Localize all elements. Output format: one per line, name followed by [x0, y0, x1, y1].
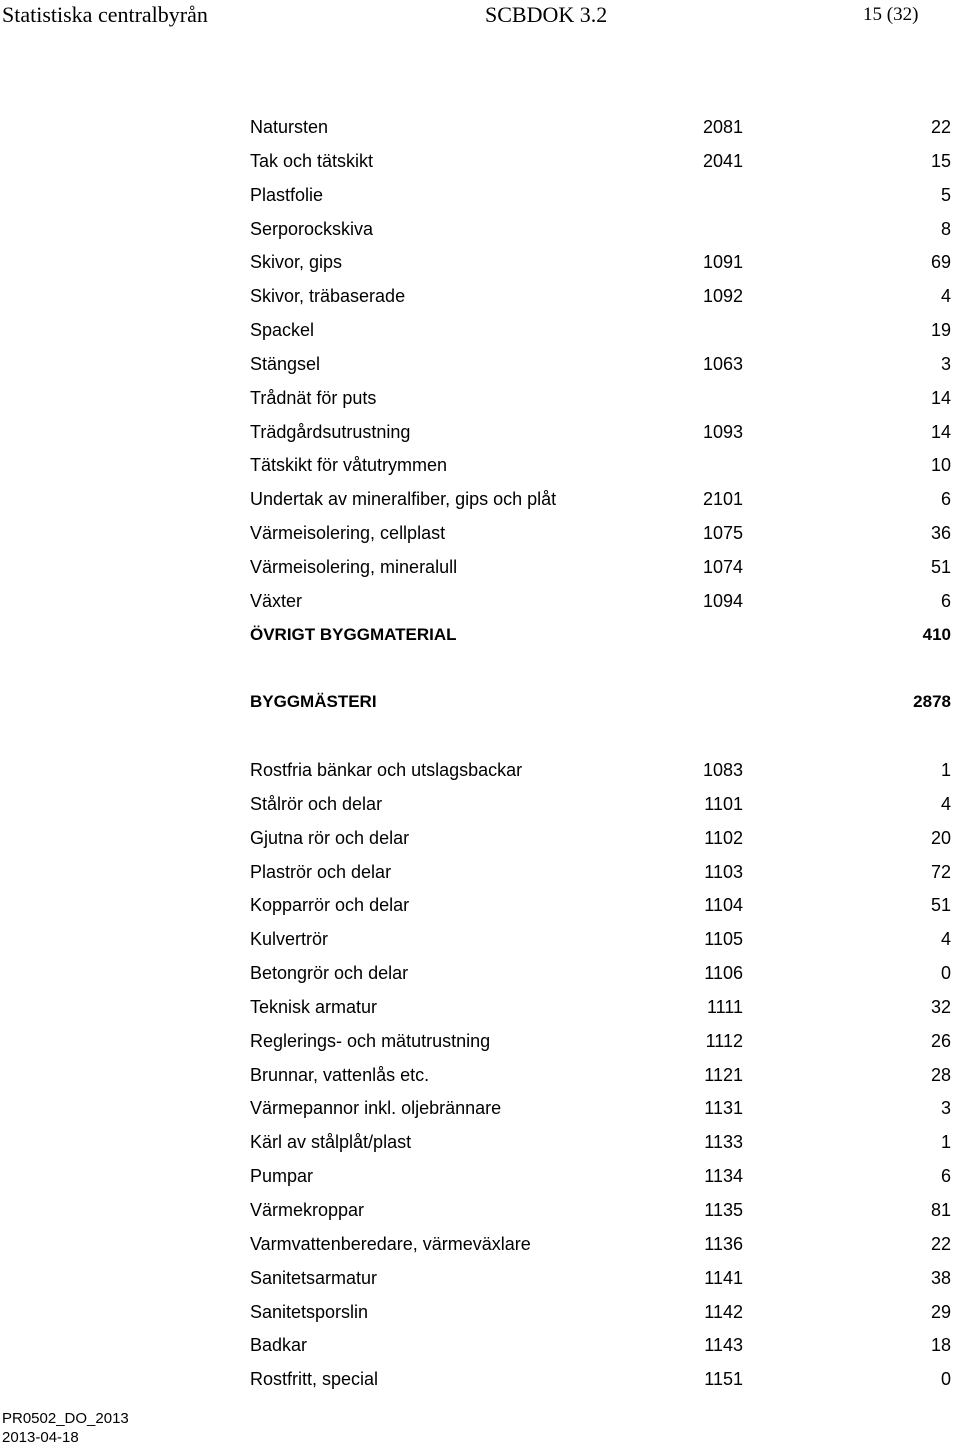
row-name: Skivor, träbaserade — [250, 286, 406, 307]
table-row — [0, 447, 960, 481]
row-code: 1101 — [704, 793, 743, 814]
row-count: 8 — [940, 218, 951, 239]
row-name: Betongrör och delar — [250, 963, 409, 984]
row-code: 1135 — [704, 1200, 743, 1220]
row-name: Brunnar, vattenlås etc. — [250, 1064, 430, 1085]
row-code: 1106 — [704, 963, 743, 984]
row-count: 1 — [940, 1132, 951, 1153]
row-name: Värmekroppar — [250, 1200, 365, 1220]
row-count: 32 — [930, 996, 951, 1017]
row-name: Stängsel — [250, 353, 321, 374]
footer-date: 2013-04-18 — [2, 1429, 79, 1446]
row-count: 19 — [930, 320, 951, 341]
row-count: 3 — [940, 1098, 951, 1119]
row-code: 1094 — [702, 590, 743, 611]
row-count: 1 — [940, 760, 951, 781]
row-count: 3 — [940, 353, 951, 374]
table-row — [0, 143, 960, 177]
row-count: 29 — [930, 1301, 951, 1322]
row-count: 36 — [930, 523, 951, 544]
row-count: 69 — [930, 252, 951, 273]
row-count: 2878 — [913, 692, 951, 712]
row-count: 4 — [940, 929, 951, 950]
table-row — [0, 211, 960, 245]
row-name: Teknisk armatur — [250, 996, 378, 1017]
row-count: 22 — [930, 117, 951, 137]
row-code: 1105 — [704, 929, 743, 950]
row-name: ÖVRIGT BYGGMATERIAL — [250, 624, 457, 644]
row-name: Tak och tätskikt — [250, 150, 374, 171]
table-row — [0, 989, 960, 1023]
table-row — [0, 177, 960, 211]
row-code: 1112 — [705, 1030, 743, 1051]
row-count: 18 — [930, 1335, 951, 1356]
row-count: 20 — [930, 827, 951, 848]
row-name: Varmvattenberedare, värmeväxlare — [250, 1233, 531, 1254]
table-row — [0, 684, 960, 718]
table-row — [0, 1192, 960, 1226]
row-name: Serporockskiva — [250, 218, 374, 239]
row-code: 1092 — [702, 286, 743, 307]
table-row — [0, 1260, 960, 1294]
row-count: 38 — [930, 1267, 951, 1288]
row-count: 410 — [922, 624, 951, 644]
row-count: 51 — [930, 895, 951, 916]
row-count: 0 — [940, 1369, 951, 1390]
row-count: 14 — [930, 387, 951, 408]
row-count: 4 — [940, 793, 951, 814]
table-row — [0, 854, 960, 888]
row-name: Värmeisolering, mineralull — [250, 556, 458, 577]
row-name: Undertak av mineralfiber, gips och plåt — [250, 489, 557, 510]
row-code: 2081 — [702, 117, 743, 137]
table-row — [0, 955, 960, 989]
table-row — [0, 786, 960, 820]
row-name: Badkar — [250, 1335, 308, 1356]
table-row — [0, 583, 960, 617]
row-code: 2101 — [702, 489, 743, 510]
row-count: 72 — [930, 861, 951, 882]
table-row — [0, 1226, 960, 1260]
row-count: 15 — [930, 150, 951, 171]
row-spacer — [0, 718, 960, 752]
row-name: Stålrör och delar — [250, 793, 383, 814]
row-name: Sanitetsarmatur — [250, 1267, 378, 1288]
material-table — [0, 109, 960, 1395]
row-code: 1075 — [702, 523, 743, 544]
table-row — [0, 921, 960, 955]
table-row — [0, 481, 960, 515]
table-row — [0, 380, 960, 414]
row-name: Värmepannor inkl. oljebrännare — [250, 1098, 502, 1119]
row-name: Rostfritt, special — [250, 1369, 379, 1390]
row-name: Sanitetsporslin — [250, 1301, 369, 1322]
row-code: 1151 — [704, 1369, 743, 1390]
row-code: 1093 — [702, 421, 743, 442]
row-name: BYGGMÄSTERI — [250, 692, 377, 712]
table-row — [0, 244, 960, 278]
row-count: 6 — [940, 1166, 951, 1187]
page-number: 15 (32) — [863, 4, 919, 25]
row-code: 1121 — [704, 1064, 743, 1085]
footer-doc-id: PR0502_DO_2013 — [2, 1410, 129, 1427]
table-row — [0, 1124, 960, 1158]
row-code: 1111 — [706, 996, 743, 1017]
row-code: 1141 — [704, 1267, 743, 1288]
row-name: Kärl av stålplåt/plast — [250, 1132, 412, 1153]
table-row — [0, 820, 960, 854]
table-row — [0, 1294, 960, 1328]
row-name: Värmeisolering, cellplast — [250, 523, 446, 544]
table-row — [0, 549, 960, 583]
table-row — [0, 414, 960, 448]
row-count: 4 — [940, 286, 951, 307]
row-name: Plastfolie — [250, 184, 324, 205]
table-row — [0, 1057, 960, 1091]
row-name: Trådnät för puts — [250, 387, 377, 408]
row-code: 1143 — [704, 1335, 743, 1356]
row-name: Skivor, gips — [250, 252, 343, 273]
table-row — [0, 1158, 960, 1192]
row-count: 51 — [930, 556, 951, 577]
table-row — [0, 1327, 960, 1361]
table-row — [0, 752, 960, 786]
row-name: Kulvertrör — [250, 929, 329, 950]
row-code: 1136 — [704, 1233, 743, 1254]
table-row — [0, 278, 960, 312]
row-count: 0 — [940, 963, 951, 984]
row-count: 6 — [940, 590, 951, 611]
row-count: 81 — [930, 1200, 951, 1220]
row-name: Kopparrör och delar — [250, 895, 410, 916]
document-code: SCBDOK 3.2 — [485, 2, 608, 27]
row-name: Tätskikt för våtutrymmen — [250, 455, 448, 476]
row-count: 5 — [940, 184, 951, 205]
row-count: 6 — [940, 489, 951, 510]
row-name: Gjutna rör och delar — [250, 827, 410, 848]
table-row — [0, 346, 960, 380]
row-code: 1104 — [704, 895, 743, 916]
page-footer — [2, 1409, 129, 1447]
page-header — [0, 0, 960, 40]
row-name: Trädgårdsutrustning — [250, 421, 411, 442]
table-row — [0, 109, 960, 143]
row-count: 14 — [930, 421, 951, 442]
table-row — [0, 1361, 960, 1395]
row-name: Spackel — [250, 320, 315, 341]
row-code: 1091 — [702, 252, 743, 273]
row-code: 1103 — [704, 861, 743, 882]
table-row — [0, 312, 960, 346]
row-count: 10 — [930, 455, 951, 476]
row-code: 2041 — [702, 150, 743, 171]
row-name: Natursten — [250, 117, 329, 137]
table-row — [0, 515, 960, 549]
row-code: 1142 — [704, 1301, 743, 1322]
row-code: 1083 — [702, 760, 743, 781]
row-name: Växter — [250, 590, 303, 611]
table-row — [0, 1090, 960, 1124]
row-code: 1074 — [702, 556, 743, 577]
row-name: Reglerings- och mätutrustning — [250, 1030, 491, 1051]
row-name: Pumpar — [250, 1166, 314, 1187]
row-name: Plaströr och delar — [250, 861, 392, 882]
table-row — [0, 1023, 960, 1057]
row-spacer — [0, 651, 960, 685]
row-count: 26 — [930, 1030, 951, 1051]
organization-name: Statistiska centralbyrån — [2, 2, 208, 27]
table-row — [0, 617, 960, 651]
row-name: Rostfria bänkar och utslagsbackar — [250, 760, 523, 781]
row-code: 1102 — [704, 827, 743, 848]
row-count: 28 — [930, 1064, 951, 1085]
row-code: 1134 — [704, 1166, 743, 1187]
row-code: 1063 — [702, 353, 743, 374]
row-count: 22 — [930, 1233, 951, 1254]
table-row — [0, 887, 960, 921]
row-code: 1133 — [704, 1132, 743, 1153]
row-code: 1131 — [704, 1098, 743, 1119]
